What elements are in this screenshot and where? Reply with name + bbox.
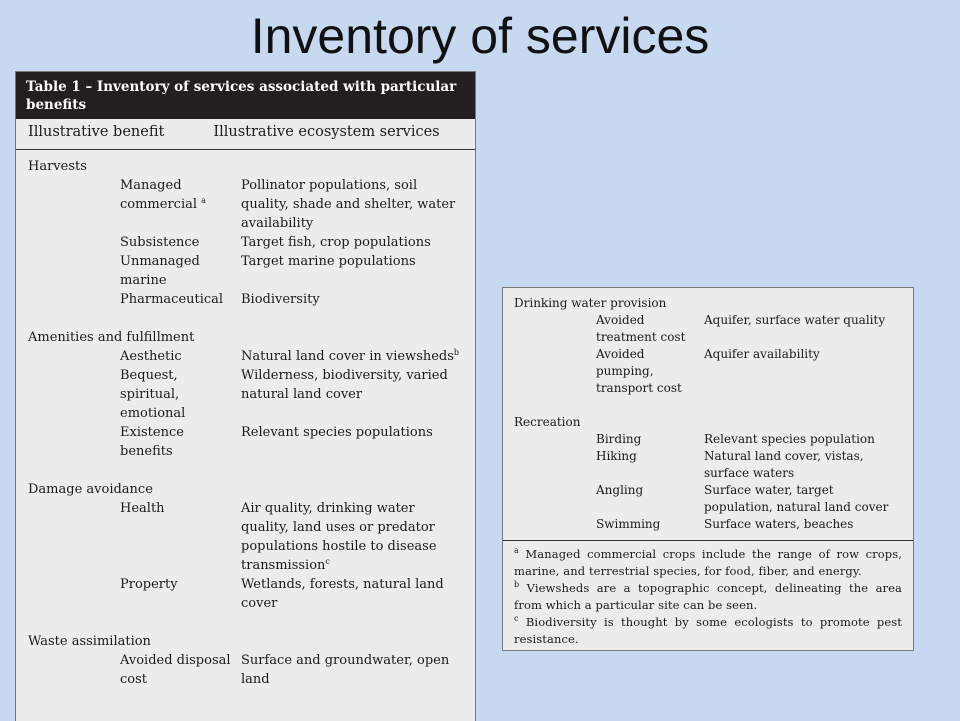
table-row	[503, 431, 913, 448]
services-cell: Natural land cover, vistas, surface waters	[704, 449, 864, 480]
services-cell: Relevant species population	[704, 432, 875, 446]
table-row	[16, 366, 475, 423]
column-header-benefit: Illustrative benefit	[28, 124, 165, 140]
table-row	[16, 252, 475, 290]
benefit-cell: Managed commercial $^a$	[120, 178, 206, 212]
footnote-marker: b	[453, 348, 460, 357]
benefit-cell: Pharmaceutical	[120, 292, 224, 307]
benefit-cell: Avoided treatment cost	[596, 313, 686, 344]
benefit-cell: Swimming	[596, 517, 661, 531]
slide-title: Inventory of services	[250, 8, 710, 64]
table-row	[503, 448, 913, 482]
benefit-cell: Subsistence	[120, 235, 200, 250]
footnote-mark: b	[514, 580, 520, 589]
footnote-text: $^a$ Managed commercial crops include the range of row crops, marine, and terrestrial species, for food, fiber, and energy.	[514, 546, 902, 578]
benefit-cell: Avoided disposal cost	[120, 653, 231, 687]
category-heading: Amenities and fulfillment	[28, 330, 195, 345]
table-row	[16, 651, 475, 689]
benefit-cell: Unmanaged marine	[120, 254, 200, 288]
benefit-cell: Hiking	[596, 449, 637, 463]
services-cell: Natural land cover in viewsheds$^b$	[241, 348, 460, 364]
services-cell: Biodiversity	[241, 292, 320, 307]
table-row	[16, 575, 475, 613]
footnote	[514, 546, 902, 580]
footnote	[514, 614, 902, 648]
table-left-panel	[15, 71, 476, 721]
table-column-headers	[16, 119, 475, 150]
footnote	[514, 580, 902, 614]
table-row	[16, 176, 475, 233]
services-cell: Target marine populations	[241, 254, 416, 269]
services-cell: Surface water, target population, natural land cover	[704, 483, 889, 514]
services-cell: Surface and groundwater, open land	[241, 653, 450, 687]
benefit-cell: Birding	[596, 432, 642, 446]
footnote-marker: a	[201, 196, 206, 205]
table-row	[16, 233, 475, 252]
table-row	[16, 423, 475, 461]
table-caption: Table 1 – Inventory of services associated with particular benefits	[16, 72, 475, 119]
category-heading: Recreation	[514, 415, 581, 429]
benefit-cell: Property	[120, 577, 178, 592]
table-footnotes	[503, 541, 913, 648]
services-cell: Air quality, drinking water quality, land uses or predator populations hostile to disease transmission$^c$	[241, 501, 437, 573]
benefit-cell: Existence benefits	[120, 425, 184, 459]
footnote-mark: c	[514, 614, 519, 623]
table-body-right	[503, 288, 913, 533]
services-cell: Target fish, crop populations	[241, 235, 431, 250]
table-row	[16, 347, 475, 366]
table-row	[503, 482, 913, 516]
category-spacer	[16, 461, 475, 480]
category-spacer	[503, 397, 913, 414]
services-cell: Wetlands, forests, natural land cover	[241, 577, 444, 611]
benefit-cell: Bequest, spiritual, emotional	[120, 368, 186, 421]
category-heading: Harvests	[28, 159, 87, 174]
category-spacer	[16, 613, 475, 632]
category-heading: Drinking water provision	[514, 296, 667, 310]
category-heading: Damage avoidance	[28, 482, 153, 497]
footnote-text: $^b$ Viewsheds are a topographic concept, delineating the area from which a particular site can be seen.	[514, 580, 902, 612]
table-right-panel	[502, 287, 914, 651]
services-cell: Relevant species populations	[241, 425, 433, 440]
services-cell: Surface waters, beaches	[704, 517, 854, 531]
benefit-cell: Aesthetic	[120, 349, 182, 364]
column-header-services: Illustrative ecosystem services	[213, 124, 440, 140]
benefit-cell: Avoided pumping, transport cost	[596, 347, 682, 395]
table-row	[503, 516, 913, 533]
services-cell: Aquifer availability	[704, 347, 820, 361]
table-row	[503, 312, 913, 346]
benefit-cell: Angling	[596, 483, 644, 497]
footnote-text: $^c$ Biodiversity is thought by some ecologists to promote pest resistance.	[514, 614, 902, 646]
table-body-left	[16, 150, 475, 689]
footnote-mark: a	[514, 546, 519, 555]
table-row	[16, 290, 475, 309]
table-row	[16, 499, 475, 575]
services-cell: Pollinator populations, soil quality, shade and shelter, water availability	[241, 178, 456, 231]
services-cell: Aquifer, surface water quality	[704, 313, 886, 327]
category-spacer	[16, 309, 475, 328]
services-cell: Wilderness, biodiversity, varied natural land cover	[241, 368, 448, 402]
benefit-cell: Health	[120, 501, 165, 516]
table-row	[503, 346, 913, 397]
footnote-marker: c	[325, 557, 330, 566]
category-heading: Waste assimilation	[28, 634, 151, 649]
